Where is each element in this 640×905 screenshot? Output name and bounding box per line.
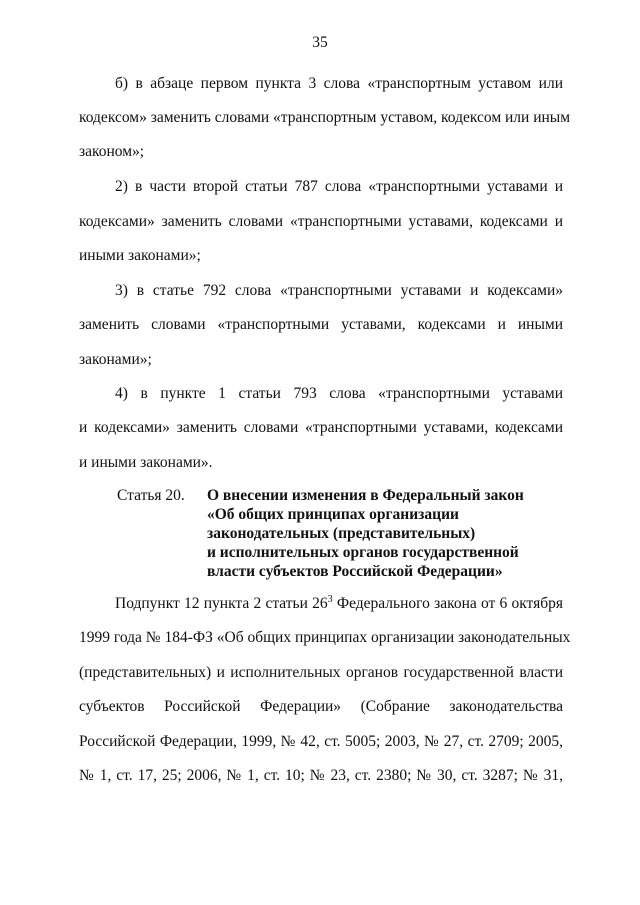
- article-title-line: и исполнительных органов государственной: [207, 544, 519, 561]
- paragraph-line: законом»;: [79, 143, 145, 160]
- paragraph-line: законами»;: [79, 351, 152, 368]
- article-title-line: власти субъектов Российской Федерации»: [207, 563, 503, 580]
- paragraph-line: и иными законами».: [79, 454, 213, 471]
- body-first-line: [115, 594, 563, 614]
- paragraph-line: 2) в части второй статьи 787 слова «транспортными уставами и: [115, 178, 563, 195]
- article-title-line: законодательных (представительных): [207, 525, 476, 542]
- paragraph-line: 4) в пункте 1 статьи 793 слова «транспортными уставами: [115, 385, 563, 402]
- article-title-line: О внесении изменения в Федеральный закон: [207, 487, 524, 504]
- paragraph-line: кодексом» заменить словами «транспортным уставом, кодексом или иным: [79, 109, 571, 126]
- paragraph-line: б) в абзаце первом пункта 3 слова «транспортным уставом или: [115, 75, 563, 92]
- paragraph-line: кодексами» заменить словами «транспортными уставами, кодексами и: [79, 213, 563, 230]
- body-line: № 1, ст. 17, 25; 2006, № 1, ст. 10; № 23, ст. 2380; № 30, ст. 3287; № 31,: [79, 767, 563, 784]
- paragraph-line: иными законами»;: [79, 247, 201, 264]
- paragraph-line: 3) в статье 792 слова «транспортными уставами и кодексами»: [115, 282, 563, 299]
- article-title-line: «Об общих принципах организации: [207, 506, 459, 523]
- article-title: [207, 486, 567, 581]
- body-line: (представительных) и исполнительных органов государственной власти: [79, 664, 563, 681]
- body-line: 1999 года № 184-ФЗ «Об общих принципах организации законодательных: [79, 629, 571, 646]
- body-first-line-end: Федерального закона от 6 октября: [332, 595, 563, 612]
- body-line: Российской Федерации, 1999, № 42, ст. 5005; 2003, № 27, ст. 2709; 2005,: [79, 733, 563, 750]
- paragraph-line: заменить словами «транспортными уставами, кодексами и иными: [79, 316, 563, 333]
- body-first-line-start: Подпункт 12 пункта 2 статьи 26: [115, 595, 328, 612]
- body-line: субъектов Российской Федерации» (Собрание законодательства: [79, 698, 563, 715]
- paragraph-line: и кодексами» заменить словами «транспортными уставами, кодексами: [79, 419, 563, 436]
- article-label: Статья 20.: [117, 487, 185, 504]
- superscript: 3: [327, 593, 333, 605]
- page-number: 35: [312, 34, 328, 51]
